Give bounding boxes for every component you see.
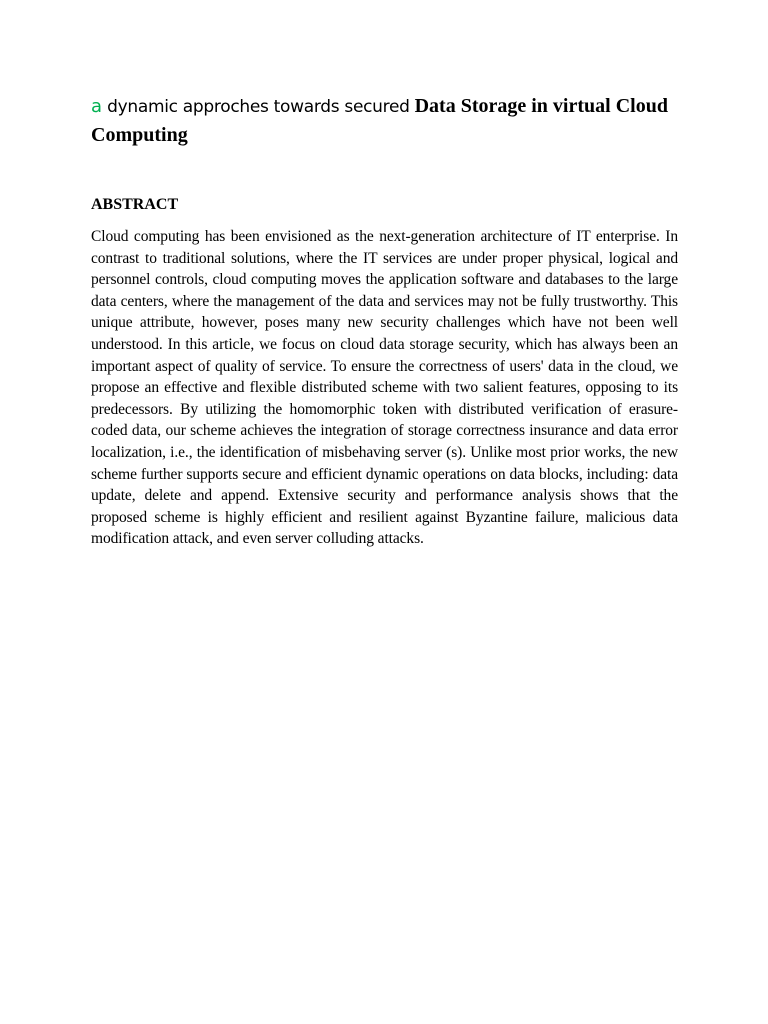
title-accent-letter: a <box>91 96 103 117</box>
title-sans-part: dynamic approches towards secured <box>102 97 410 117</box>
abstract-heading: ABSTRACT <box>91 196 179 213</box>
document-page <box>91 92 678 550</box>
title-serif-part: Data Storage in virtual Cloud Computing <box>91 95 668 146</box>
document-title <box>91 92 678 149</box>
abstract-paragraph: Cloud computing has been envisioned as the next-generation architecture of IT enterprise. In contrast to traditional solutions, where the IT services are under proper physical, logical and personnel controls, cloud computing moves the application software and databases to the large data centers, where the management of the data and services may not be fully trustworthy. This unique attribute, however, poses many new security challenges which have not been well understood. In this article, we focus on cloud data storage security, which has always been an important aspect of quality of service. To ensure the correctness of users' data in the cloud, we propose an effective and flexible distributed scheme with two salient features, opposing to its predecessors. By utilizing the homomorphic token with distributed verification of erasure-coded data, our scheme achieves the integration of storage correctness insurance and data error localization, i.e., the identification of misbehaving server (s). Unlike most prior works, the new scheme further supports secure and efficient dynamic operations on data blocks, including: data update, delete and append. Extensive security and performance analysis shows that the proposed scheme is highly efficient and resilient against Byzantine failure, malicious data modification attack, and even server colluding attacks. <box>91 228 678 548</box>
